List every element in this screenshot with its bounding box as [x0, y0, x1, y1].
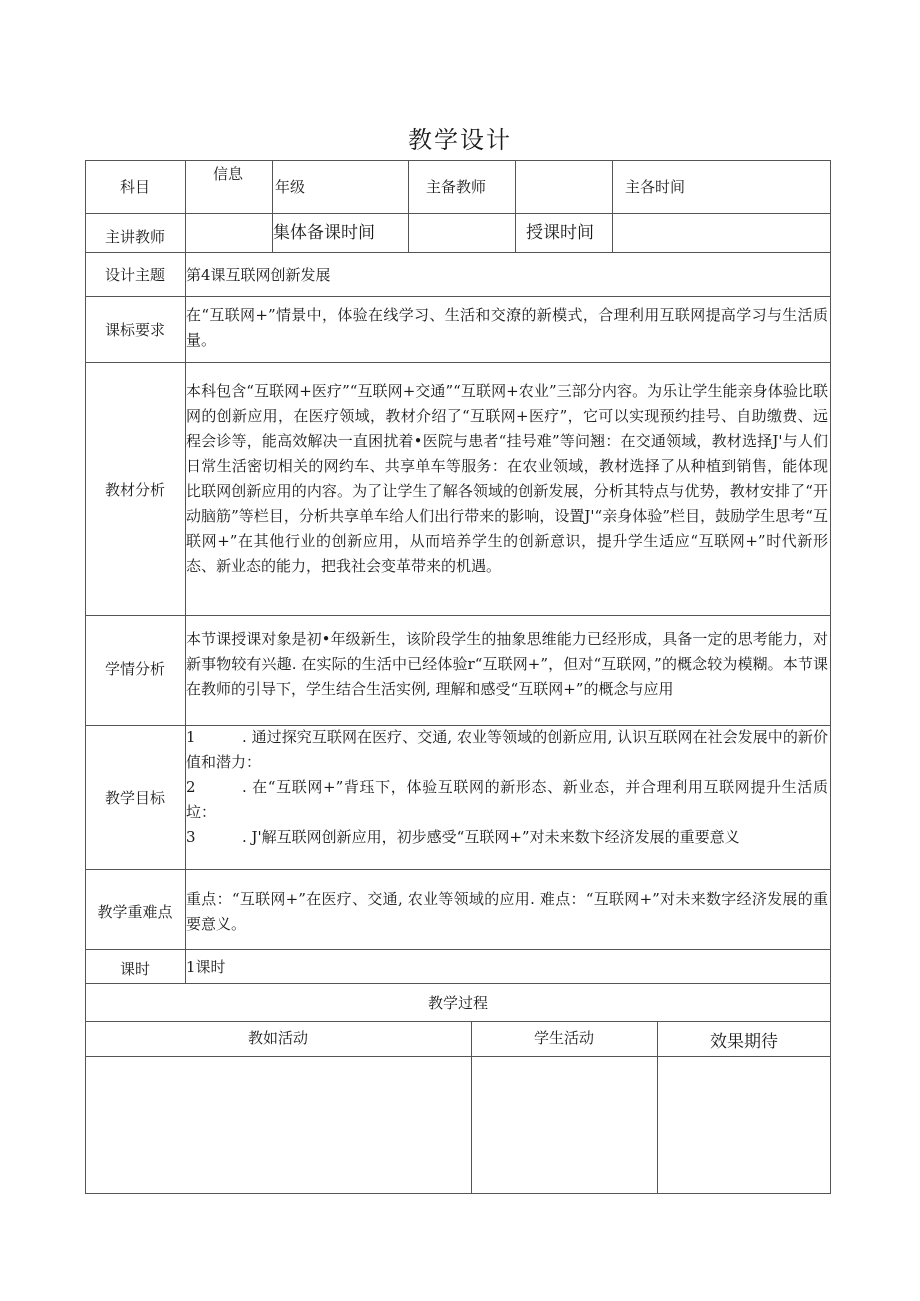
teaching-time-label: 授课时间	[526, 223, 594, 243]
row-divider	[85, 213, 831, 214]
table-border-bottom	[85, 1193, 831, 1194]
cell-divider	[612, 160, 613, 252]
goal-text: . J'解互联网创新应用，初步感受“互联网+”对未来数卞经济发展的重要意义	[242, 828, 740, 846]
row-divider	[85, 296, 831, 297]
learner-text: 本节课授课对象是初•年级新生，该阶段学生的抽象思维能力已经形成，具备一定的思考能力，对新事物较有兴趣. 在实际的生活中已经体验r“互联网+”，但对“互联网，”的概念较为模糊。本节课在教师的引导下，学生结合生活实例, 理解和感受“互联网+”的概念与应用	[186, 630, 828, 698]
goal-text: . 通过探究互联网在医疗、交通, 农业等领域的创新应用, 认识互联网在社会发展中的新价值和潜力：	[186, 728, 828, 771]
theme-label: 设计主题	[104, 266, 165, 284]
period-value: 1课时	[186, 958, 226, 976]
cell-divider	[408, 160, 409, 252]
page-title: 教学设计	[408, 126, 512, 154]
cell-divider	[515, 160, 516, 252]
goals-label: 教学目标	[104, 789, 165, 807]
row-divider	[85, 1021, 831, 1022]
goal-item	[186, 825, 828, 850]
collective-prep-time-label: 集体备课时间	[273, 223, 375, 243]
row-divider	[85, 949, 831, 950]
goal-number: 1	[186, 728, 196, 746]
standard-label: 课标要求	[104, 321, 165, 339]
period-label: 课时	[119, 960, 150, 978]
lead-teacher-label: 主备教师	[426, 178, 487, 196]
goal-number: 3	[186, 828, 196, 846]
material-label: 教材分析	[104, 481, 165, 499]
row-divider	[85, 615, 831, 616]
material-text: 本科包含“互联网+医疗”“互联网+交通”“互联网+农业”三部分内容。为乐让学生能亲身体验比联网的创新应用，在医疗领域，教材介绍了“互联网+医疗”，它可以实现预约挂号、自助缴费、远程会诊等，能高效解决一直困扰着•医院与患者“挂号难”等问翘：在交通领域，教材选择J'与人们日常生活密切相关的网约车、共享单车等服务：在农业领域，教材选择了从种植到销售，能体现比联网创新应用的内容。为了让学生了解各领域的创新发展，分析其特点与优势，教材安排了“开动脑筋”等栏目，分析共享单车给人们出行带来的影响，设置J'“亲身体验”栏目，鼓励学生思考“互联网+”在其他行业的创新应用，从而培养学生的创新意识，提升学生适应“互联网+”时代新形态、新业态的能力，把我社会变革带来的机遇。	[186, 382, 828, 575]
student-activity-cell[interactable]	[472, 1057, 657, 1193]
row-divider	[85, 252, 831, 253]
process-col-effect: 效果期待	[710, 1032, 778, 1052]
expected-effect-cell[interactable]	[658, 1057, 830, 1193]
goal-text: . 在“互联网+”背珏下，体验互联网的新形态、新业态，并合理利用互联网提升生活质垃：	[186, 778, 828, 821]
keypoints-text: 重点：“互联网+”在医疗、交通, 农业等领域的应用. 难点：“互联网+”对未来数字经济发展的重要意义。	[186, 890, 828, 933]
goal-number: 2	[186, 778, 196, 796]
learner-label: 学情分析	[104, 660, 165, 678]
goal-item	[186, 775, 828, 825]
row-divider	[85, 362, 831, 363]
process-col-student: 学生活动	[533, 1029, 594, 1047]
subject-value: 信息	[213, 165, 244, 183]
lesson-plan-table	[85, 160, 831, 1194]
grade-label: 年级	[275, 178, 306, 196]
row-divider	[85, 983, 831, 984]
goal-item	[186, 725, 828, 775]
table-border-top	[85, 160, 831, 161]
process-title: 教学过程	[427, 994, 488, 1012]
subject-label: 科目	[119, 178, 150, 196]
theme-value: 第4课互联网创新发展	[186, 266, 331, 284]
lecturer-label: 主讲教师	[104, 228, 165, 246]
keypoints-label: 教学重难点	[97, 903, 173, 921]
standard-text: 在“互联网+”情景中，体验在线学习、生活和交潦的新模式，合理利用互联网提高学习与生活质量。	[186, 306, 828, 349]
lead-time-label: 主各时间	[625, 178, 686, 196]
process-col-teacher: 教如活动	[247, 1029, 308, 1047]
row-divider	[85, 869, 831, 870]
teacher-activity-cell[interactable]	[86, 1057, 471, 1193]
